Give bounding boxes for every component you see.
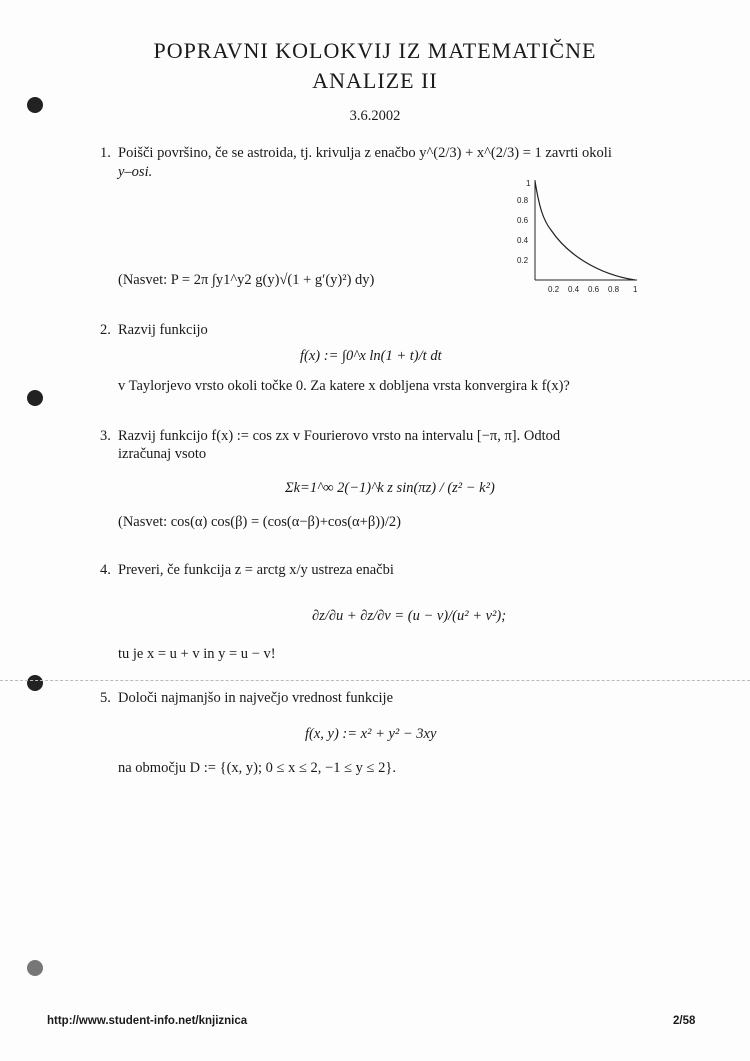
problem-3-formula: Σk=1^∞ 2(−1)^k z sin(πz) / (z² − k²) [285,480,495,496]
page-number: 2/58 [673,1015,696,1027]
problem-1-hint: (Nasvet: P = 2π ∫y1^y2 g(y)√(1 + g′(y)²) dy) [118,272,375,288]
problem-1-number: 1. [100,145,111,161]
problem-1-text: Poišči površino, če se astroida, tj. krivulja z enačbo y^(2/3) + x^(2/3) = 1 zavrti okoli [118,145,612,161]
problem-3-number: 3. [100,428,111,444]
astroid-graph [505,178,655,296]
x-tick: 0.6 [588,285,600,294]
problem-4-number: 4. [100,562,111,578]
problem-2-text-2: v Taylorjevo vrsto okoli točke 0. Za katere x dobljena vrsta konvergira k f(x)? [118,378,570,394]
y-tick: 0.6 [517,216,529,225]
problem-1-text-2: y–osi. [118,164,153,180]
problem-3-text: Razvij funkcijo f(x) := cos zx v Fourierovo vrsto na intervalu [−π, π]. Odtod [118,428,561,444]
problem-5-formula: f(x, y) := x² + y² − 3xy [305,726,437,742]
problem-4-text: Preveri, če funkcija z = arctg x/y ustreza enačbi [118,562,394,578]
problem-2-number: 2. [100,322,111,338]
scan-fold-line [0,680,750,681]
y-tick: 0.8 [517,196,529,205]
x-tick: 0.4 [568,285,580,294]
punch-hole [27,390,43,406]
x-tick: 0.8 [608,285,620,294]
exam-date: 3.6.2002 [349,108,401,124]
punch-hole [27,960,43,976]
problem-3-hint: (Nasvet: cos(α) cos(β) = (cos(α−β)+cos(α+β))/2) [118,514,401,530]
y-tick: 1 [526,179,531,188]
problem-3-text-2: izračunaj vsoto [118,446,207,462]
problem-2-formula: f(x) := ∫0^x ln(1 + t)/t dt [300,348,442,364]
problem-5-number: 5. [100,690,111,706]
y-tick: 0.4 [517,236,529,245]
title-line-2: ANALIZE II [312,68,438,93]
x-tick: 0.2 [548,285,560,294]
problem-4-text-2: tu je x = u + v in y = u − v! [118,646,276,662]
problem-5-text: Določi najmanjšo in največjo vrednost funkcije [118,690,394,706]
problem-4-formula: ∂z/∂u + ∂z/∂v = (u − v)/(u² + v²); [312,608,507,624]
x-tick: 1 [633,285,638,294]
footer-url[interactable]: http://www.student-info.net/knjiznica [47,1015,248,1027]
astroid-curve [535,181,635,280]
y-tick: 0.2 [517,256,529,265]
punch-hole [27,675,43,691]
problem-5-text-2: na območju D := {(x, y); 0 ≤ x ≤ 2, −1 ≤ y ≤ 2}. [118,760,396,776]
title-line-1: POPRAVNI KOLOKVIJ IZ MATEMATIČNE [153,38,597,63]
problem-2-text: Razvij funkcijo [118,322,208,338]
